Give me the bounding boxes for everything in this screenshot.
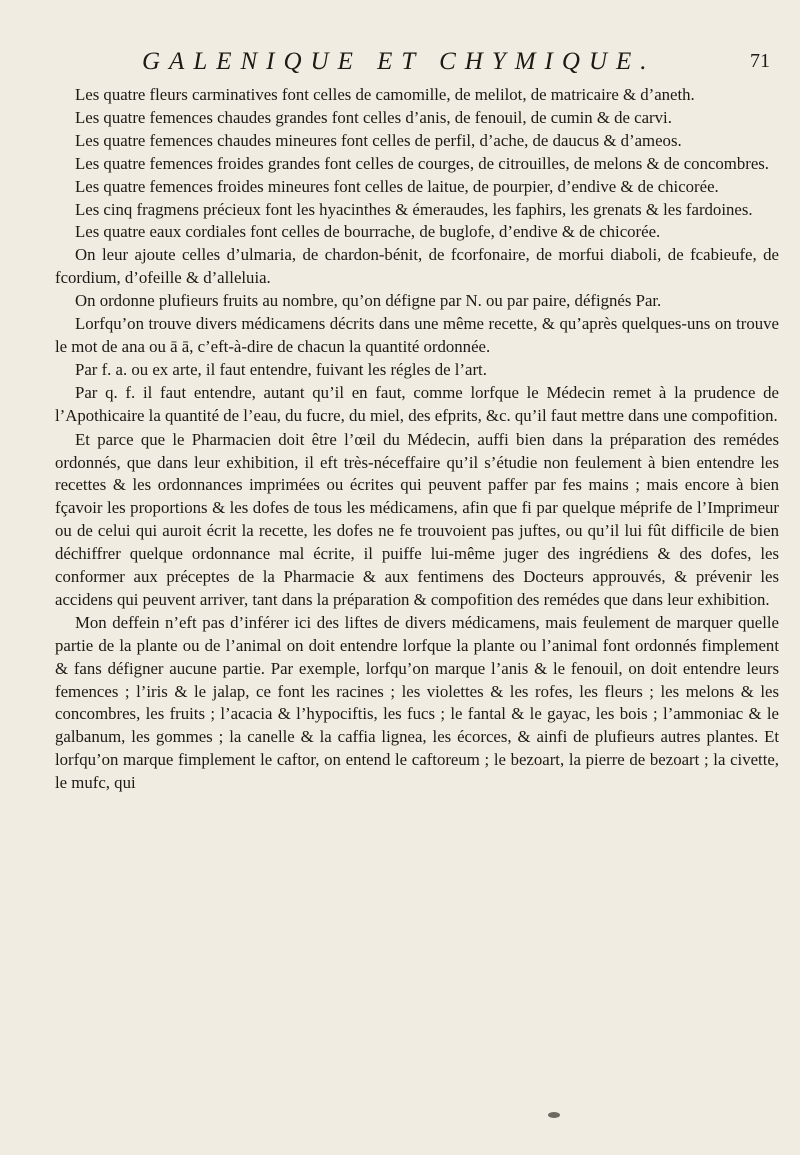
paragraph-warm-seeds-minor: Les quatre femences chaudes mineures font celles de perfil, d’ache, de daucus & d’ameos. <box>75 130 682 150</box>
paragraph-plant-parts: Mon deffein n’eft pas d’inférer ici des liftes de divers médicamens, mais feulement de marquer quelle partie de la plante ou de l’animal on doit entendre lorfque la plante ou l’animal font ordonnés fimplement & fans défigner aucune partie. Par exemple, lorfqu’on marque l’anis & le fenouil, on doit entendre leurs femences ; l’iris & le jalap, ce font les racines ; les violettes & les rofes, les fleurs ; les melons & les concombres, les fruits ; l’acacia & l’hypociftis, les fucs ; le fantal & le gayac, les bois ; l’ammoniac & le galbanum, les gommes ; la canelle & la caffia lignea, les écorces, & ainfi de plufieurs autres plantes. Et lorfqu’on marque fimplement le caftor, on entend le caftoreum ; le bezoart, la pierre de bezoart ; la civette, le mufc, qui <box>55 612 779 793</box>
paragraph-cordial-waters: Les quatre eaux cordiales font celles de bourrache, de buglofe, d’endive & de chicorée. <box>75 222 661 242</box>
paragraph-ana: Lorfqu’on trouve divers médicamens décrits dans une même recette, & qu’après quelques-uns on trouve le mot de ana ou ā ā, c’eft-à-dire de chacun la quantité ordonnée. <box>55 314 779 356</box>
paragraph-cold-seeds-major: Les quatre femences froides grandes font celles de courges, de citrouilles, de melons & de concombres. <box>75 153 770 173</box>
paragraph-cold-seeds-minor: Les quatre femences froides mineures font celles de laitue, de pourpier, d’endive & de chicorée. <box>75 176 719 196</box>
paragraph-precious-fragments: Les cinq fragmens précieux font les hyacinthes & émeraudes, les faphirs, les grenats & les fardoines. <box>75 199 753 219</box>
paragraph-fa-ex-arte: Par f. a. ou ex arte, il faut entendre, fuivant les régles de l’art. <box>75 359 487 379</box>
ink-mark <box>548 1112 560 1118</box>
page-number: 71 <box>750 50 770 72</box>
paragraph-warm-seeds-major: Les quatre femences chaudes grandes font celles d’anis, de fenouil, de cumin & de carvi. <box>75 107 672 127</box>
body-text <box>55 84 779 795</box>
paragraph-fruits-count: On ordonne plufieurs fruits au nombre, qu’on défigne par N. ou par paire, défignés Par. <box>75 291 662 311</box>
paragraph-additional-waters: On leur ajoute celles d’ulmaria, de chardon-bénit, de fcorfonaire, de morfui diaboli, de fcabieufe, de fcordium, d’ofeille & d’alleluia. <box>55 245 779 288</box>
paragraph-carminative-flowers: Les quatre fleurs carminatives font celles de camomille, de melilot, de matricaire & d’aneth. <box>75 85 695 104</box>
paragraph-qs: Par q. f. il faut entendre, autant qu’il en faut, comme lorfque le Médecin remet à la prudence de l’Apothicaire la quantité de l’eau, du fucre, du miel, des efprits, &c. qu’il faut mettre dans une compofition. <box>55 382 779 425</box>
page-header <box>60 48 770 82</box>
paragraph-pharmacist-duty: Et parce que le Pharmacien doit être l’œil du Médecin, auffi bien dans la préparation des remédes ordonnés, que dans leur exhibition, il eft très-néceffaire qu’il s’étudie non feulement à bien entendre les recettes & les ordonnances imprimées ou écrites qui peuvent paffer par fes mains ; mais encore à bien fçavoir les proportions & les dofes de tous les médicamens, afin que fi par quelque méprife de l’Imprimeur ou de celui qui auroit écrit la recette, les dofes ne fe trouvoient pas juftes, ou qu’il lui fût difficile de bien déchiffrer quelque ordonnance mal écrite, il puiffe lui-même juger des ingrédiens & des dofes, les conformer aux préceptes de la Pharmacie & aux fentimens des Docteurs approuvés, & prévenir les accidens qui peuvent arriver, tant dans la préparation & compofition des remédes que dans leur exhibition. <box>55 429 779 609</box>
running-title: GALENIQUE ET CHYMIQUE. <box>142 48 656 75</box>
